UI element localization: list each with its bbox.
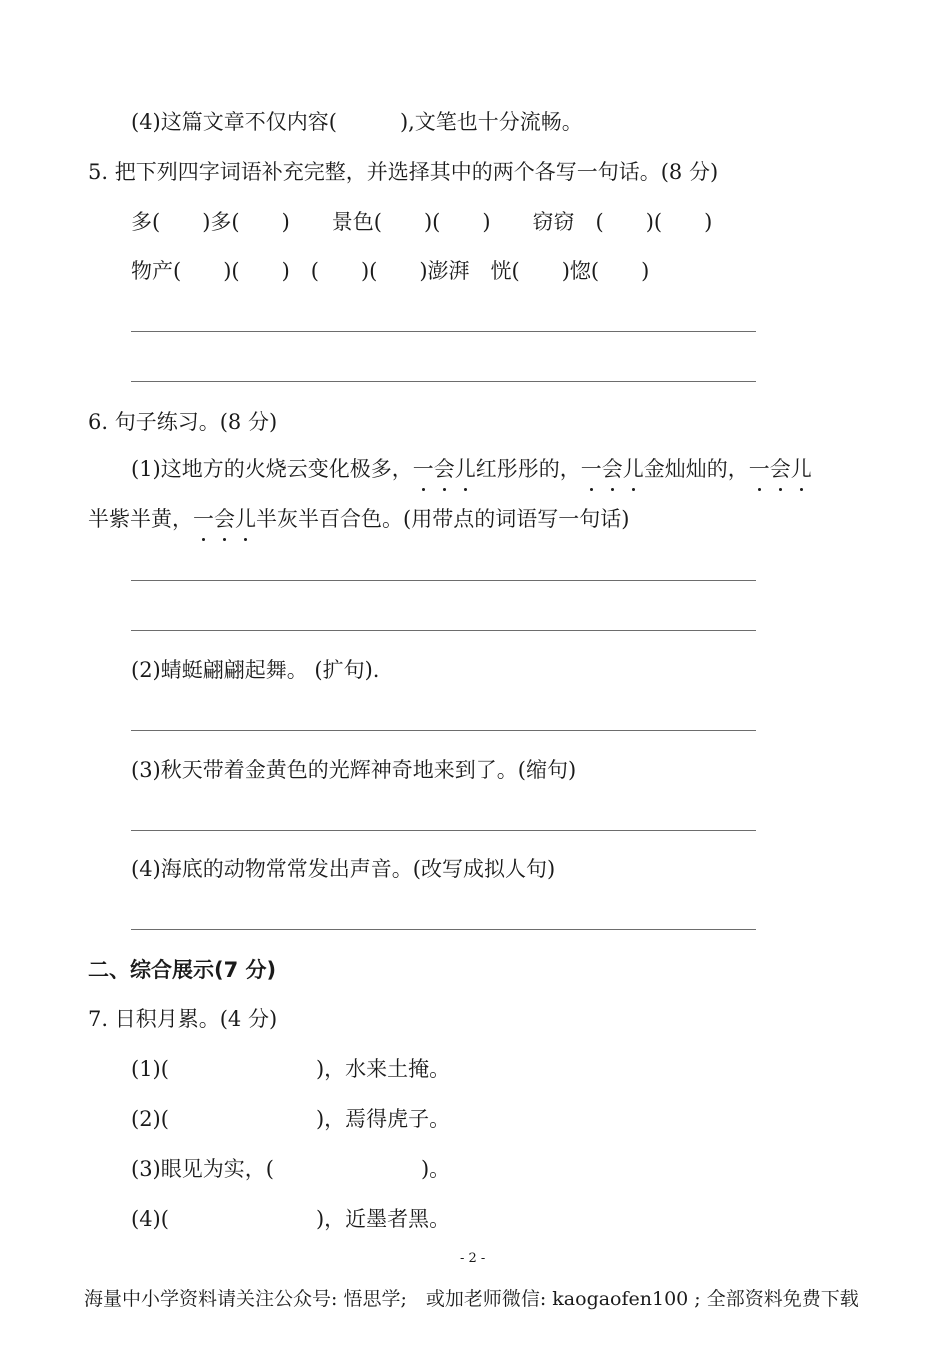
dotted-char: 一 [748, 457, 770, 481]
dotted-word [581, 457, 644, 481]
dotted-char: 会 [769, 457, 791, 481]
dotted-char: 会 [601, 457, 623, 481]
section-2-heading: 二、综合展示(7 分) [88, 958, 277, 982]
dotted-word [749, 457, 812, 481]
footer-notice: 海量中小学资料请关注公众号: 悟思学; 或加老师微信: kaogaofen100 ; 全部资料免费下载 [84, 1288, 859, 1310]
q6-s1-text-a: (1)这地方的火烧云变化极多， [131, 457, 413, 481]
q7-title: 7. 日积月累。(4 分) [88, 1007, 278, 1031]
dotted-word [193, 507, 256, 531]
dotted-word [413, 457, 476, 481]
q4-item-4: (4)这篇文章不仅内容( ),文笔也十分流畅。 [131, 110, 583, 134]
q6-s1-text-c: 金灿灿的， [643, 457, 749, 481]
q7-item: (4)( )，近墨者黑。 [131, 1207, 451, 1231]
q6-title: 6. 句子练习。(8 分) [88, 410, 278, 434]
q6-s1-text-b: 红彤彤的， [475, 457, 581, 481]
q6-s1-text-e: 半灰半百合色。(用带点的词语写一句话) [256, 507, 630, 531]
answer-line [131, 381, 756, 382]
dotted-char: 会 [433, 457, 455, 481]
answer-line [131, 630, 756, 631]
q6-sentence-2: (2)蜻蜓翩翩起舞。 (扩句). [131, 658, 380, 682]
dotted-char: 一 [580, 457, 602, 481]
q6-s1-text-d: 半紫半黄， [88, 507, 193, 531]
answer-line [131, 730, 756, 731]
q7-item: (2)( )，焉得虎子。 [131, 1107, 451, 1131]
q5-word-row-2: 物产( )( ) ( )( )澎湃 恍( )惚( ) [131, 259, 650, 283]
q6-sentence-1-line-2 [88, 505, 629, 533]
answer-line [131, 580, 756, 581]
answer-line [131, 331, 756, 332]
q6-sentence-4: (4)海底的动物常常发出声音。(改写成拟人句) [131, 857, 556, 881]
q7-item: (1)( )，水来土掩。 [131, 1057, 451, 1081]
page-number: - 2 - [460, 1251, 486, 1266]
answer-line [131, 830, 756, 831]
dotted-char: 儿 [454, 457, 476, 481]
dotted-char: 儿 [235, 507, 256, 531]
q7-item: (3)眼见为实，( )。 [131, 1157, 451, 1181]
q6-sentence-3: (3)秋天带着金黄色的光辉神奇地来到了。(缩句) [131, 758, 577, 782]
dotted-char: 儿 [622, 457, 644, 481]
dotted-char: 儿 [790, 457, 812, 481]
dotted-char: 会 [214, 507, 235, 531]
q5-title: 5. 把下列四字词语补充完整，并选择其中的两个各写一句话。(8 分) [88, 160, 719, 184]
q5-word-row-1: 多( )多( ) 景色( )( ) 窃窃 ( )( ) [131, 210, 713, 234]
dotted-char: 一 [412, 457, 434, 481]
q6-sentence-1-line-1 [131, 455, 812, 483]
dotted-char: 一 [193, 507, 214, 531]
answer-line [131, 929, 756, 930]
dotted-char [413, 457, 476, 481]
